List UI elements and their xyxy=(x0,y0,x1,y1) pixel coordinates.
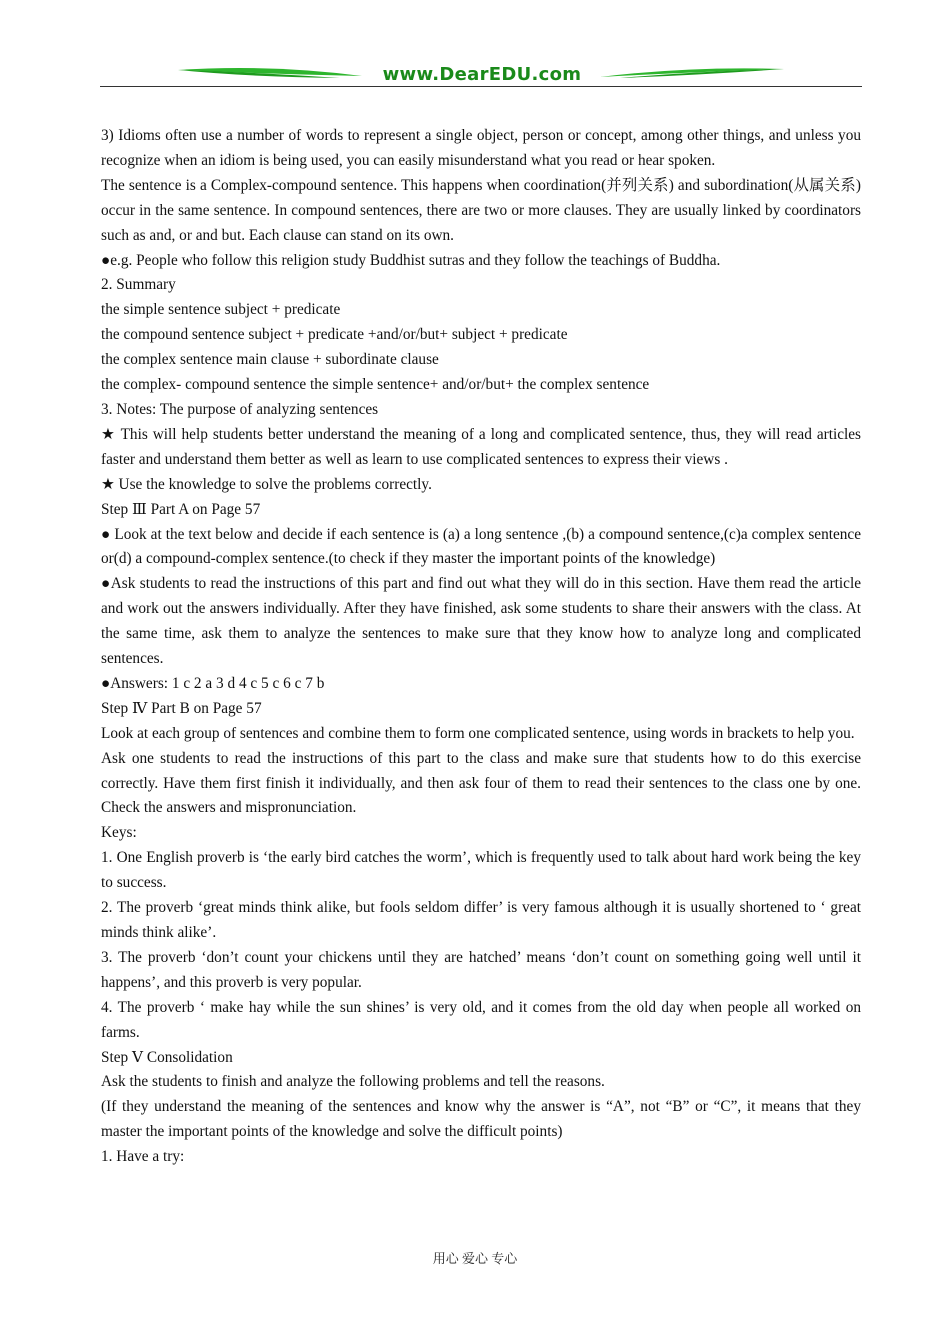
step-3-procedure: ●Ask students to read the instructions of this part and find out what they will do in this section. Have them read the article and work out the answers individually. After they have finished, ask some students to share their answers with the class. At the same time, ask them to analyze the sentences to make sure that they know how to analyze long and complicated sentences. xyxy=(101,575,861,668)
paragraph-example: ●e.g. People who follow this religion study Buddhist sutras and they follow the teachings of Buddha. xyxy=(101,251,721,269)
paragraph-idioms: 3) Idioms often use a number of words to represent a single object, person or concept, among other things, and unless you recognize when an idiom is being used, you can easily misunderstand what you read or hear spoken. xyxy=(101,127,861,169)
note-item-1: ★ This will help students better understand the meaning of a long and complicated sentence, thus, they will read articles faster and understand them better as well as learn to use complicated sentences to express their views . xyxy=(101,425,861,468)
key-item-3: 3. The proverb ‘don’t count your chickens until they are hatched’ means ‘don’t count on something going well until it happens’, and this proverb is very popular. xyxy=(101,948,861,991)
key-item-2: 2. The proverb ‘great minds think alike, but fools seldom differ’ is very famous although it is usually shortened to ‘ great minds think alike’. xyxy=(101,899,861,941)
step-3-answers: ●Answers: 1 c 2 a 3 d 4 c 5 c 6 c 7 b xyxy=(101,674,325,692)
step-5-instruction: Ask the students to finish and analyze the following problems and tell the reasons. xyxy=(101,1073,605,1091)
key-item-4: 4. The proverb ‘ make hay while the sun shines’ is very old, and it comes from the old day when people all worked on farms. xyxy=(101,998,861,1041)
document-body xyxy=(101,124,861,1170)
heading-summary: 2. Summary xyxy=(101,276,176,294)
page-footer: 用心 爱心 专心 xyxy=(432,1251,518,1266)
keys-label: Keys: xyxy=(101,824,137,842)
summary-compound: the compound sentence subject + predicate +and/or/but+ subject + predicate xyxy=(101,326,568,344)
heading-step-5: Step Ⅴ Consolidation xyxy=(101,1048,233,1066)
try-heading: 1. Have a try: xyxy=(101,1148,185,1166)
step-3-task: ● Look at the text below and decide if each sentence is (a) a long sentence ,(b) a compound sentence,(c)a complex sentence or(d) a compound-complex sentence.(to check if they master the important points of the knowledge) xyxy=(101,525,861,568)
step-4-task: Look at each group of sentences and combine them to form one complicated sentence, using words in brackets to help you. xyxy=(101,724,855,742)
summary-complex-compound: the complex- compound sentence the simple sentence+ and/or/but+ the complex sentence xyxy=(101,376,650,394)
step-5-note: (If they understand the meaning of the sentences and know why the answer is “A”, not “B” or “C”, it means that they master the important points of the knowledge and solve the difficult points) xyxy=(101,1098,861,1141)
heading-step-4: Step Ⅳ Part B on Page 57 xyxy=(101,699,262,717)
note-item-2: ★ Use the knowledge to solve the problems correctly. xyxy=(101,475,432,493)
summary-complex: the complex sentence main clause + subordinate clause xyxy=(101,351,439,369)
summary-simple: the simple sentence subject + predicate xyxy=(101,301,341,319)
paragraph-complex-compound: The sentence is a Complex-compound sentence. This happens when coordination(并列关系) and subordination(从属关系) occur in the same sentence. In compound sentences, there are two or more clauses. They are usually linked by coordinators such as and, or and but. Each clause can stand on its own. xyxy=(101,176,861,244)
page-header xyxy=(100,62,862,90)
heading-notes: 3. Notes: The purpose of analyzing sentences xyxy=(101,400,379,418)
step-4-procedure: Ask one students to read the instructions of this part to the class and make sure that students how to do this exercise correctly. Have them first finish it individually, and then ask four of them to read their sentences to the class one by one. Check the answers and mispronunciation. xyxy=(101,749,861,817)
site-logo: www.DearEDU.com xyxy=(382,64,582,85)
header-divider xyxy=(100,86,862,87)
key-item-1: 1. One English proverb is ‘the early bird catches the worm’, which is frequently used to talk about hard work being the key to success. xyxy=(101,849,861,892)
heading-step-3: Step Ⅲ Part A on Page 57 xyxy=(101,500,261,518)
